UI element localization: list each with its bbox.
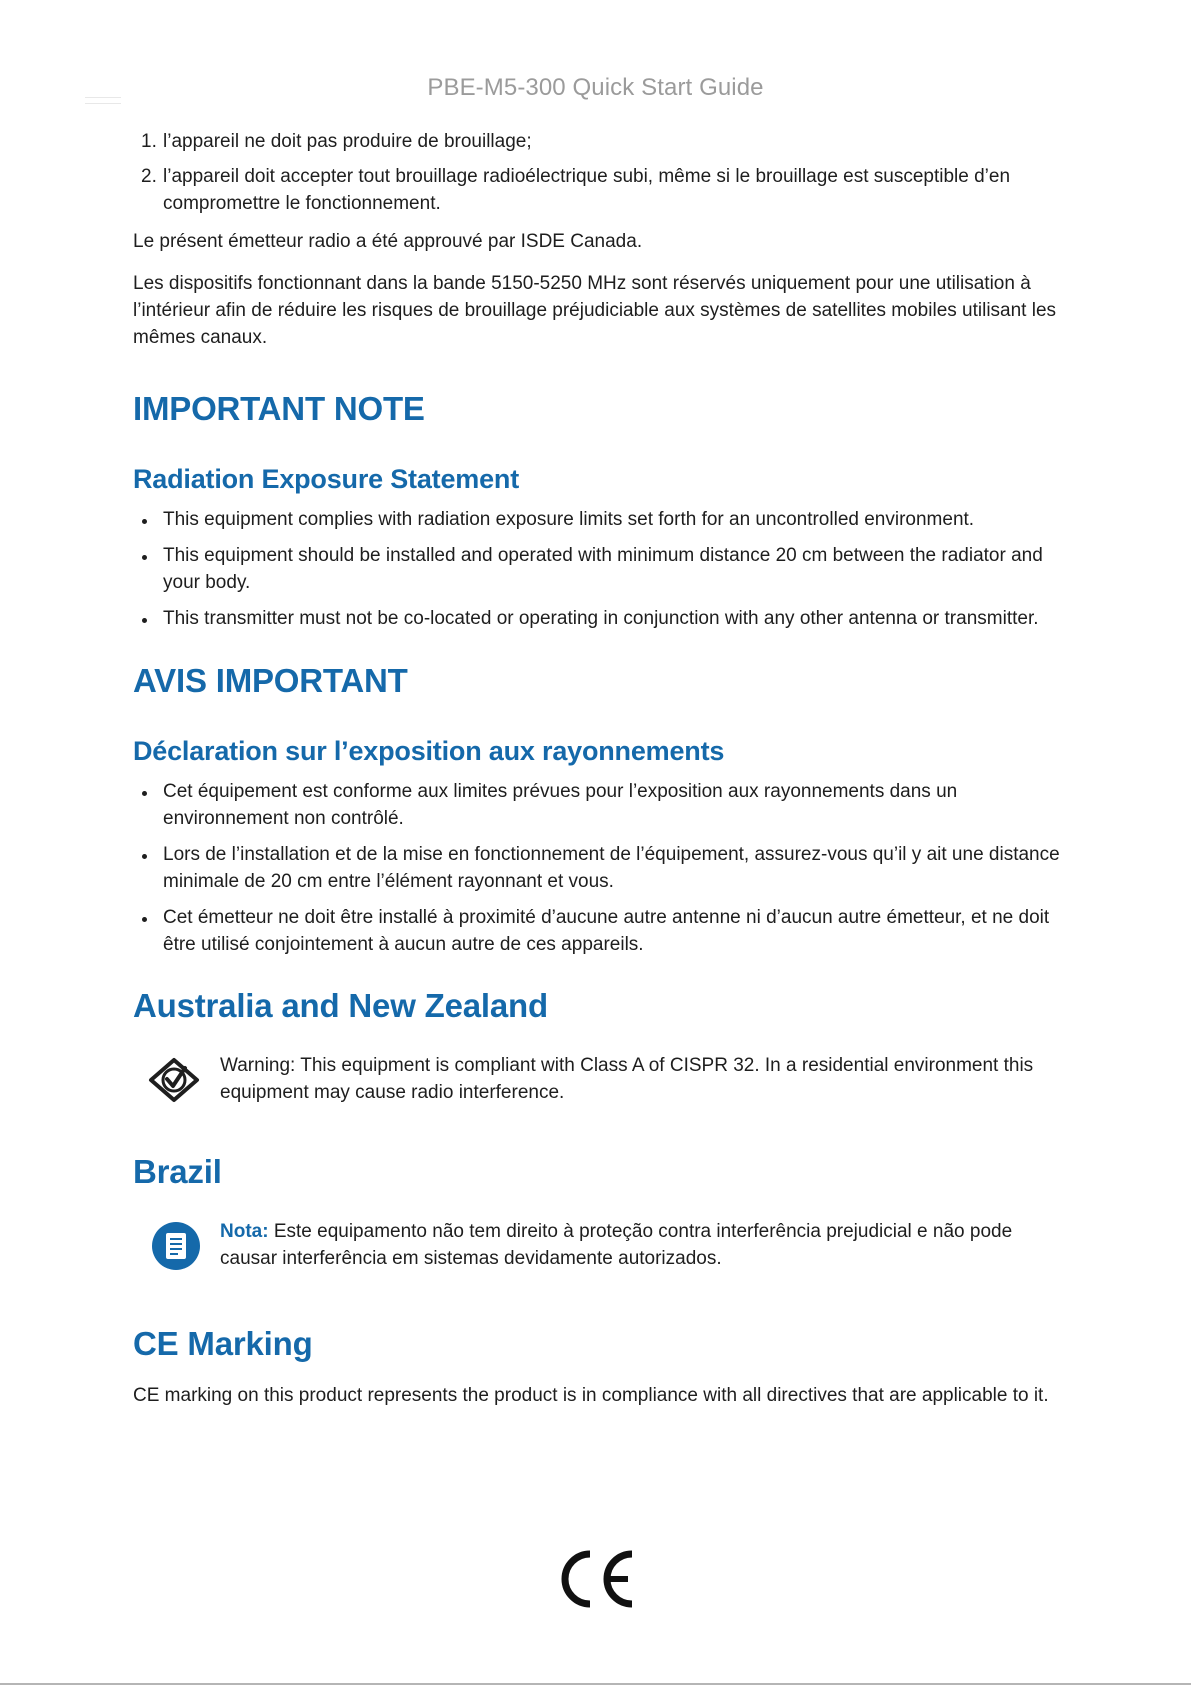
list-item: Cet équipement est conforme aux limites prévues pour l’exposition aux rayonnements dans un environnement non contrôlé. [133, 778, 1063, 832]
list-item: This equipment should be installed and operated with minimum distance 20 cm between the radiator and your body. [133, 542, 1063, 596]
subheading-declaration-exposition: Déclaration sur l’exposition aux rayonnements [133, 736, 725, 766]
bullet-list-radiation [133, 506, 1063, 632]
list-item-text: l’appareil ne doit pas produire de brouillage; [163, 131, 532, 152]
ce-logo [556, 1548, 636, 1610]
heading-important-note: IMPORTANT NOTE [133, 390, 425, 427]
list-item [133, 128, 1063, 155]
ce-logo-graphic [556, 1548, 636, 1610]
list-item-number: 2. [141, 166, 157, 187]
heading-brazil: Brazil [133, 1153, 222, 1190]
warning-block [133, 1052, 1063, 1106]
list-item: This transmitter must not be co-located or operating in conjunction with any other antenna or transmitter. [133, 605, 1063, 632]
subheading-radiation-exposure: Radiation Exposure Statement [133, 464, 519, 494]
ce-paragraph: CE marking on this product represents the product is in compliance with all directives that are applicable to it. [133, 1385, 1049, 1406]
warning-text: Warning: This equipment is compliant with Class A of CISPR 32. In a residential environment this equipment may cause radio interference. [220, 1055, 1034, 1103]
heading-avis-important: AVIS IMPORTANT [133, 662, 408, 699]
list-item-number: 1. [141, 131, 157, 152]
bullet-list-exposition [133, 778, 1063, 958]
heading-ce-marking: CE Marking [133, 1325, 313, 1362]
nota-text: Este equipamento não tem direito à proteção contra interferência prejudicial e não pode causar interferência em sistemas devidamente autorizados. [220, 1221, 1013, 1269]
paragraph-isde: Le présent émetteur radio a été approuvé par ISDE Canada. [133, 231, 643, 252]
list-item: This equipment complies with radiation exposure limits set forth for an uncontrolled environment. [133, 506, 1063, 533]
nota-paragraph [220, 1218, 1063, 1272]
nota-block [133, 1218, 1063, 1272]
numbered-list [133, 128, 1063, 217]
paragraph-bande: Les dispositifs fonctionnant dans la bande 5150-5250 MHz sont réservés uniquement pour une utilisation à l’intérieur afin de réduire les risques de brouillage préjudiciable aux systèmes de satellites mobiles utilisant les mêmes canaux. [133, 273, 1057, 348]
list-item: Lors de l’installation et de la mise en fonctionnement de l’équipement, assurez-vous qu’il y ait une distance minimale de 20 cm entre l’élément rayonnant et vous. [133, 841, 1063, 895]
list-item-text: l’appareil doit accepter tout brouillage radioélectrique subi, même si le brouillage est susceptible d’en compromettre le fonctionnement. [163, 166, 1011, 214]
rcm-compliance-icon [147, 1056, 201, 1110]
heading-australia: Australia and New Zealand [133, 987, 548, 1024]
page-header-title: PBE-M5-300 Quick Start Guide [427, 74, 764, 101]
list-item [133, 163, 1063, 217]
nota-label: Nota: [220, 1221, 269, 1242]
list-item: Cet émetteur ne doit être installé à proximité d’aucune autre antenne ni d’aucun autre émetteur, et ne doit être utilisé conjointement à aucun autre de ces appareils. [133, 904, 1063, 958]
page-content [133, 128, 1063, 1409]
header-decoration [85, 97, 121, 104]
note-icon [151, 1221, 201, 1277]
